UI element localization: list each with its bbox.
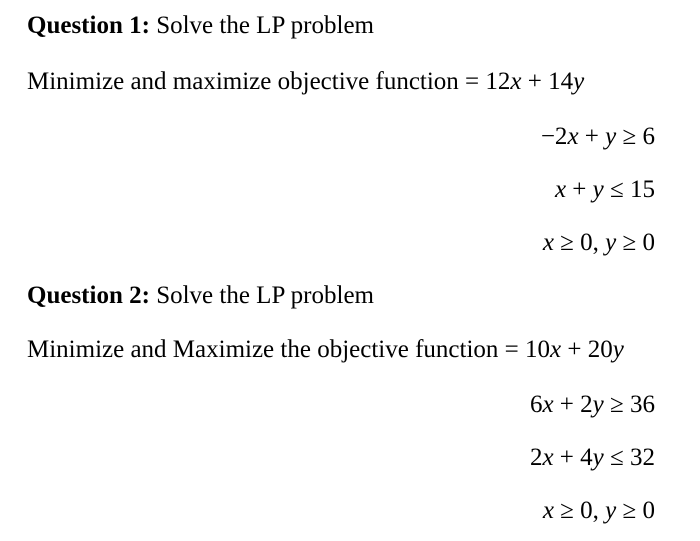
- var-x: x: [567, 123, 579, 150]
- var-y: y: [592, 391, 604, 418]
- coef-a: −2: [540, 123, 568, 150]
- var-y: y: [605, 497, 617, 524]
- coef-b: ≥ 0,: [553, 229, 606, 256]
- coef-b: +: [566, 176, 593, 203]
- question-2-constraint-1: [0, 390, 655, 420]
- var-y: y: [605, 123, 617, 150]
- var-y: y: [592, 444, 604, 471]
- question-2-constraint-3: [0, 496, 655, 526]
- objective-var-x: x: [550, 336, 562, 363]
- coef-a: 2: [529, 444, 543, 471]
- relation: ≥ 0: [616, 229, 655, 256]
- relation: ≥ 0: [616, 497, 655, 524]
- question-1-label: Question 1:: [27, 12, 150, 39]
- var-x: x: [542, 497, 554, 524]
- var-x: x: [554, 176, 567, 203]
- var-x: x: [542, 229, 554, 256]
- relation: ≥ 36: [603, 391, 655, 418]
- question-2-heading: [27, 281, 374, 311]
- question-1-objective: [27, 67, 584, 97]
- question-2-title: Solve the LP problem: [156, 282, 374, 309]
- question-1-constraint-1: [0, 122, 655, 152]
- var-y: y: [592, 176, 604, 203]
- var-y: y: [605, 229, 617, 256]
- coef-b: + 2: [553, 391, 593, 418]
- objective-var-y: y: [612, 336, 624, 363]
- question-2-constraint-2: [0, 443, 655, 473]
- question-1-constraint-3: [0, 228, 655, 258]
- relation: ≥ 6: [616, 123, 655, 150]
- relation: ≤ 15: [603, 176, 655, 203]
- var-x: x: [542, 444, 554, 471]
- relation: ≤ 32: [603, 444, 655, 471]
- objective-text: Minimize and Maximize the objective function = 10: [27, 336, 550, 363]
- question-2-label: Question 2:: [27, 282, 150, 309]
- coef-b: +: [578, 123, 606, 150]
- var-x: x: [542, 391, 554, 418]
- question-1-heading: [27, 11, 374, 41]
- objective-text: Minimize and maximize objective function = 12: [27, 68, 511, 95]
- objective-var-y: y: [573, 68, 585, 95]
- objective-text-mid: + 20: [561, 336, 613, 363]
- coef-b: + 4: [553, 444, 593, 471]
- question-1-constraint-2: [0, 175, 655, 205]
- objective-var-x: x: [510, 68, 522, 95]
- question-2-objective: [27, 335, 624, 365]
- coef-b: ≥ 0,: [553, 497, 606, 524]
- objective-text-mid: + 14: [521, 68, 574, 95]
- coef-a: 6: [529, 391, 543, 418]
- question-1-title: Solve the LP problem: [156, 12, 374, 39]
